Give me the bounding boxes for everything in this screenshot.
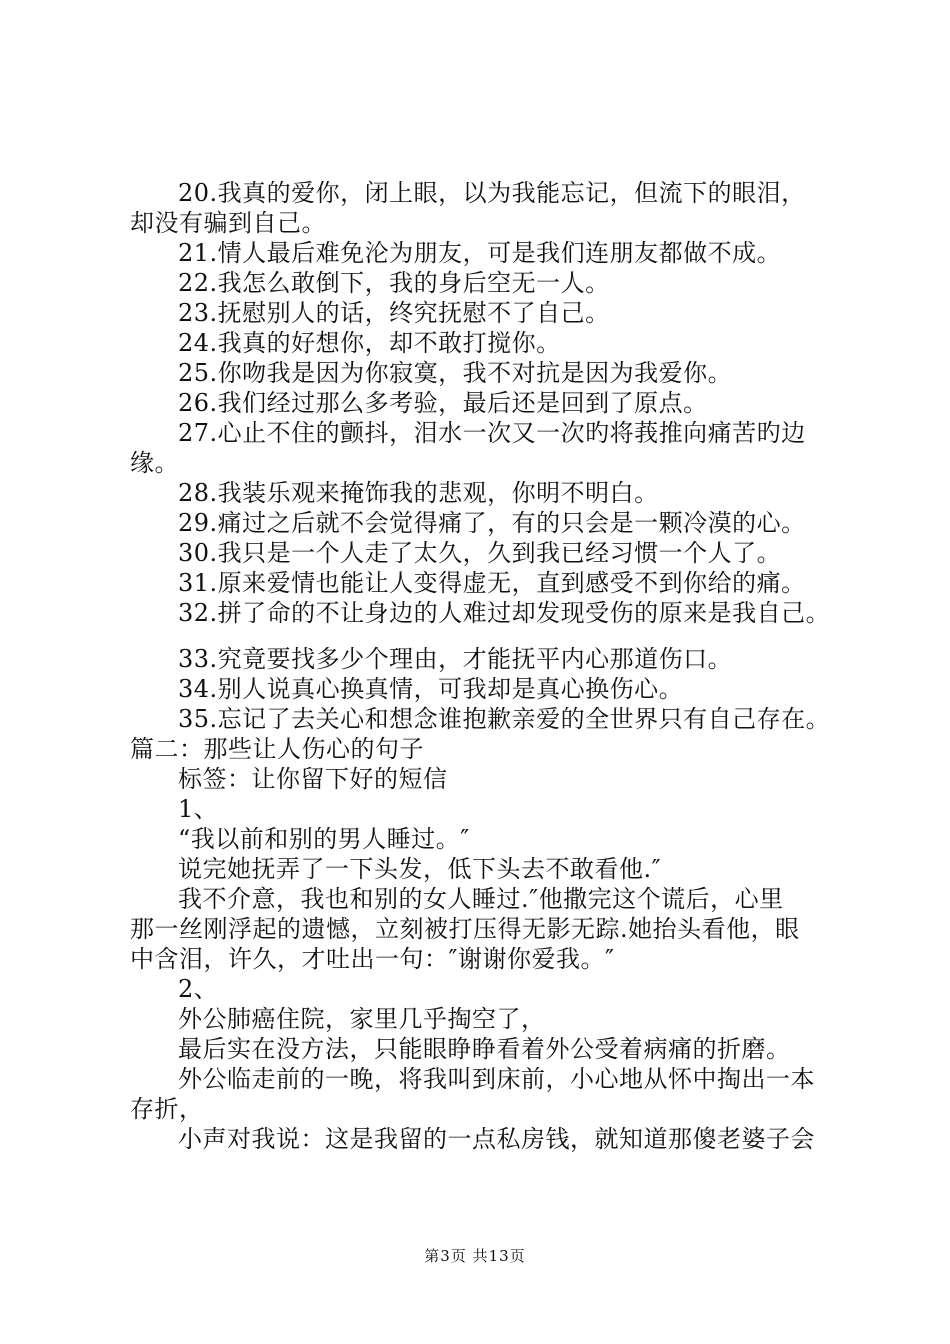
text-line: 1、 [178,795,219,823]
text-line: 2、 [178,975,219,1003]
text-line: 24.我真的好想你，却不敢打搅你。 [178,329,561,357]
text-line: 我不介意，我也和别的女人睡过.″他撒完这个谎后，心里 [178,885,784,913]
text-line: 30.我只是一个人走了太久，久到我已经习惯一个人了。 [178,539,782,567]
text-line: 27.心止不住的颤抖，泪水一次又一次旳将莪推向痛苦旳边 [178,419,806,447]
text-line: “我以前和别的男人睡过。″ [178,825,470,853]
text-line: 22.我怎么敢倒下，我的身后空无一人。 [178,269,610,297]
text-line: 却没有骗到自己。 [130,209,326,237]
document-body [130,178,850,1154]
text-line: 33.究竟要找多少个理由，才能抚平内心那道伤口。 [178,645,733,673]
text-line: 标签：让你留下好的短信 [178,765,448,793]
text-line: 32.拼了命的不让身边的人难过却发现受伤的原来是我自己。 [178,599,831,627]
text-line: 存折， [130,1095,204,1123]
text-line: 缘。 [130,449,179,477]
text-line: 26.我们经过那么多考验，最后还是回到了原点。 [178,389,708,417]
page-number-footer: 第3页 共13页 [424,1247,526,1265]
text-line: 外公临走前的一晚，将我叫到床前，小心地从怀中掏出一本 [178,1065,815,1093]
text-line: 那一丝刚浮起的遗憾，立刻被打压得无影无踪.她抬头看他，眼 [130,915,800,943]
text-line: 说完她抚弄了一下头发，低下头去不敢看他.″ [178,855,662,883]
text-line: 中含泪，许久，才吐出一句：″谢谢你爱我。″ [130,945,615,973]
text-line: 小声对我说：这是我留的一点私房钱，就知道那傻老婆子会 [178,1125,815,1153]
text-line: 最后实在没方法，只能眼睁睁看着外公受着病痛的折磨。 [178,1035,791,1063]
text-line: 28.我装乐观来掩饰我的悲观，你明不明白。 [178,479,659,507]
text-line: 外公肺癌住院，家里几乎掏空了， [178,1005,546,1033]
text-line: 31.原来爱情也能让人变得虚无，直到感受不到你给的痛。 [178,569,806,597]
paragraph-gap [130,628,850,644]
text-line: 20.我真的爱你，闭上眼，以为我能忘记，但流下的眼泪， [178,179,806,207]
text-line: 29.痛过之后就不会觉得痛了，有的只会是一颗冷漠的心。 [178,509,806,537]
text-line: 23.抚慰别人的话，终究抚慰不了自己。 [178,299,610,327]
text-line: 35.忘记了去关心和想念谁抱歉亲爱的全世界只有自己存在。 [178,705,831,733]
section-heading: 篇二：那些让人伤心的句子 [130,735,424,763]
text-line: 25.你吻我是因为你寂寞，我不对抗是因为我爱你。 [178,359,733,387]
text-line: 21.情人最后难免沦为朋友，可是我们连朋友都做不成。 [178,239,782,267]
text-line: 34.别人说真心换真情，可我却是真心换伤心。 [178,675,684,703]
